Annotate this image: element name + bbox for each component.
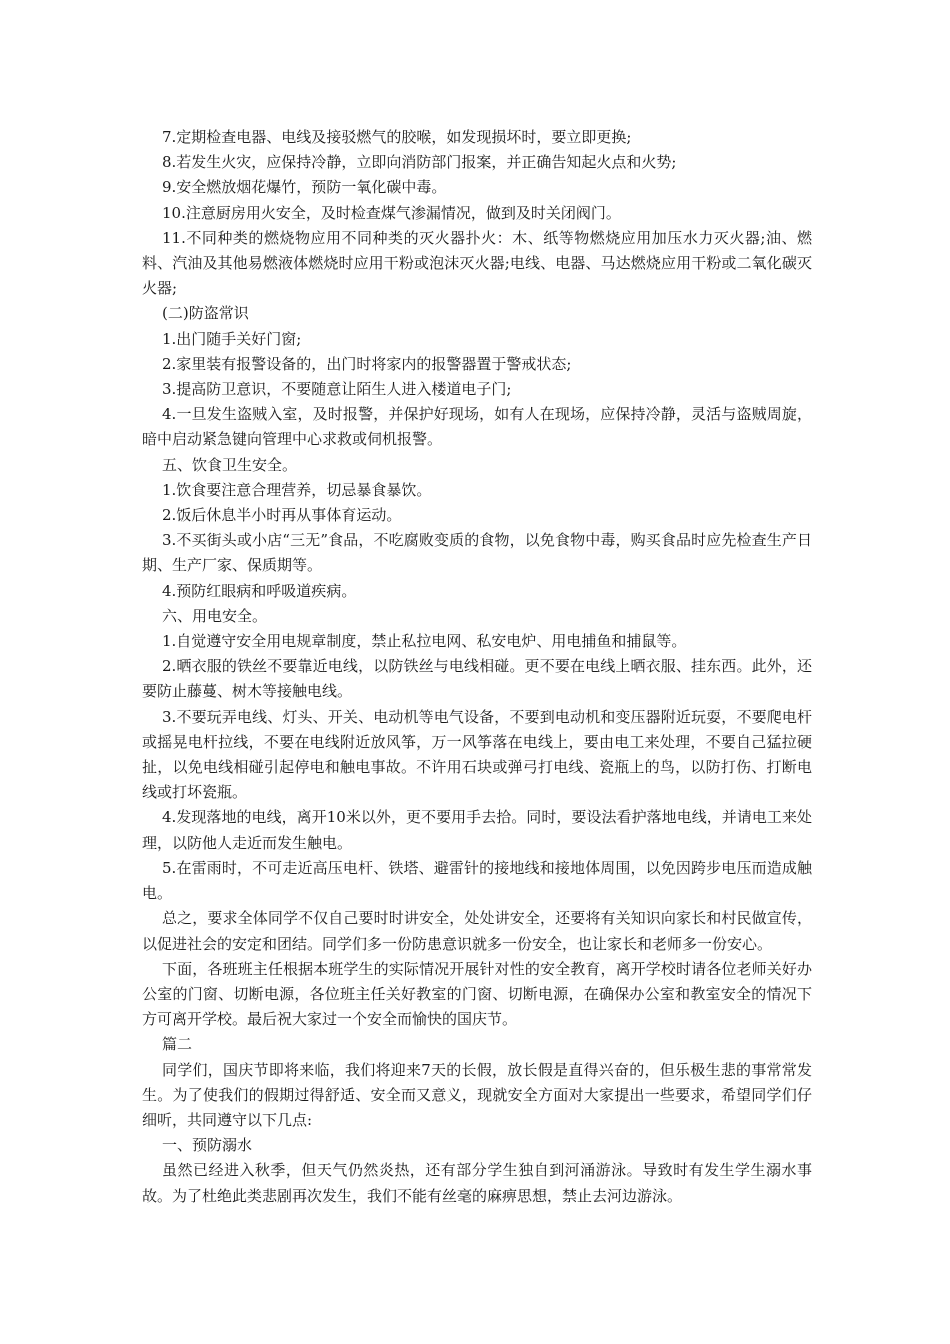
document-body [142,125,812,1209]
paragraph: 11.不同种类的燃烧物应用不同种类的灭火器扑火：木、纸等物燃烧应用加压水力灭火器;油、燃料、汽油及其他易燃液体燃烧时应用干粉或泡沫灭火器;电线、电器、马达燃烧应用干粉或二氧化碳灭火器; [142,228,812,298]
paragraph: 4.一旦发生盗贼入室，及时报警，并保护好现场，如有人在现场，应保持冷静，灵活与盗贼周旋，暗中启动紧急键向管理中心求救或伺机报警。 [142,405,812,449]
paragraph: 9.安全燃放烟花爆竹，预防一氧化碳中毒。 [162,178,447,197]
paragraph: 4.预防红眼病和呼吸道疾病。 [162,581,357,600]
paragraph: 2.饭后休息半小时再从事体育运动。 [162,506,402,525]
paragraph: 5.在雷雨时，不可走近高压电杆、铁塔、避雷针的接地线和接地体周围，以免因跨步电压而造成触电。 [142,858,812,903]
paragraph: 3.提高防卫意识，不要随意让陌生人进入楼道电子门; [162,380,512,399]
section-heading: 一、预防溺水 [162,1136,253,1155]
paragraph: 2.家里装有报警设备的，出门时将家内的报警器置于警戒状态; [162,354,572,373]
paragraph: 1.饮食要注意合理营养，切忌暴食暴饮。 [162,480,432,499]
paragraph: 10.注意厨房用火安全，及时检查煤气渗漏情况，做到及时关闭阀门。 [162,203,621,222]
paragraph: 8.若发生火灾，应保持冷静，立即向消防部门报案，并正确告知起火点和火势; [162,153,677,172]
paragraph: 3.不要玩弄电线、灯头、开关、电动机等电气设备，不要到电动机和变压器附近玩耍，不要爬电杆或摇晃电杆拉线，不要在电线附近放风筝，万一风筝落在电线上，要由电工来处理，不要自己猛拉硬扯，以免电线相碰引起停电和触电事故。不许用石块或弹弓打电线、瓷瓶上的鸟，以防打伤、打断电线或打坏瓷瓶。 [142,707,812,802]
paragraph: 下面，各班班主任根据本班学生的实际情况开展针对性的安全教育，离开学校时请各位老师关好办公室的门窗、切断电源，各位班主任关好教室的门窗、切断电源，在确保办公室和教室安全的情况下方可离开学校。最后祝大家过一个安全而愉快的国庆节。 [142,959,812,1029]
paragraph: 虽然已经进入秋季，但天气仍然炎热，还有部分学生独自到河涌游泳。导致时有发生学生溺水事故。为了杜绝此类悲剧再次发生，我们不能有丝毫的麻痹思想，禁止去河边游泳。 [142,1161,812,1205]
section-heading: (二)防盗常识 [162,304,249,323]
section-heading: 六、用电安全。 [162,606,268,625]
paragraph: 1.出门随手关好门窗; [162,329,302,348]
paragraph: 3.不买街头或小店“三无”食品，不吃腐败变质的食物，以免食物中毒，购买食品时应先检查生产日期、生产厂家、保质期等。 [142,531,812,575]
paragraph: 4.发现落地的电线，离开10米以外，更不要用手去拾。同时，要设法看护落地电线，并请电工来处理，以防他人走近而发生触电。 [142,808,812,852]
paragraph: 7.定期检查电器、电线及接驳燃气的胶喉，如发现损坏时，要立即更换; [162,128,632,146]
paragraph: 1.自觉遵守安全用电规章制度，禁止私拉电网、私安电炉、用电捕鱼和捕鼠等。 [162,632,687,651]
paragraph: 2.晒衣服的铁丝不要靠近电线，以防铁丝与电线相碰。更不要在电线上晒衣服、挂东西。此外，还要防止藤蔓、树木等接触电线。 [142,657,812,701]
section-heading: 篇二 [162,1035,193,1054]
section-heading: 五、饮食卫生安全。 [162,455,298,474]
paragraph: 同学们，国庆节即将来临，我们将迎来7天的长假，放长假是直得兴奋的，但乐极生悲的事常常发生。为了使我们的假期过得舒适、安全而又意义，现就安全方面对大家提出一些要求，希望同学们仔细听，共同遵守以下几点: [142,1060,812,1129]
paragraph: 总之，要求全体同学不仅自己要时时讲安全，处处讲安全，还要将有关知识向家长和村民做宣传，以促进社会的安定和团结。同学们多一份防患意识就多一份安全，也让家长和老师多一份安心。 [142,909,812,953]
